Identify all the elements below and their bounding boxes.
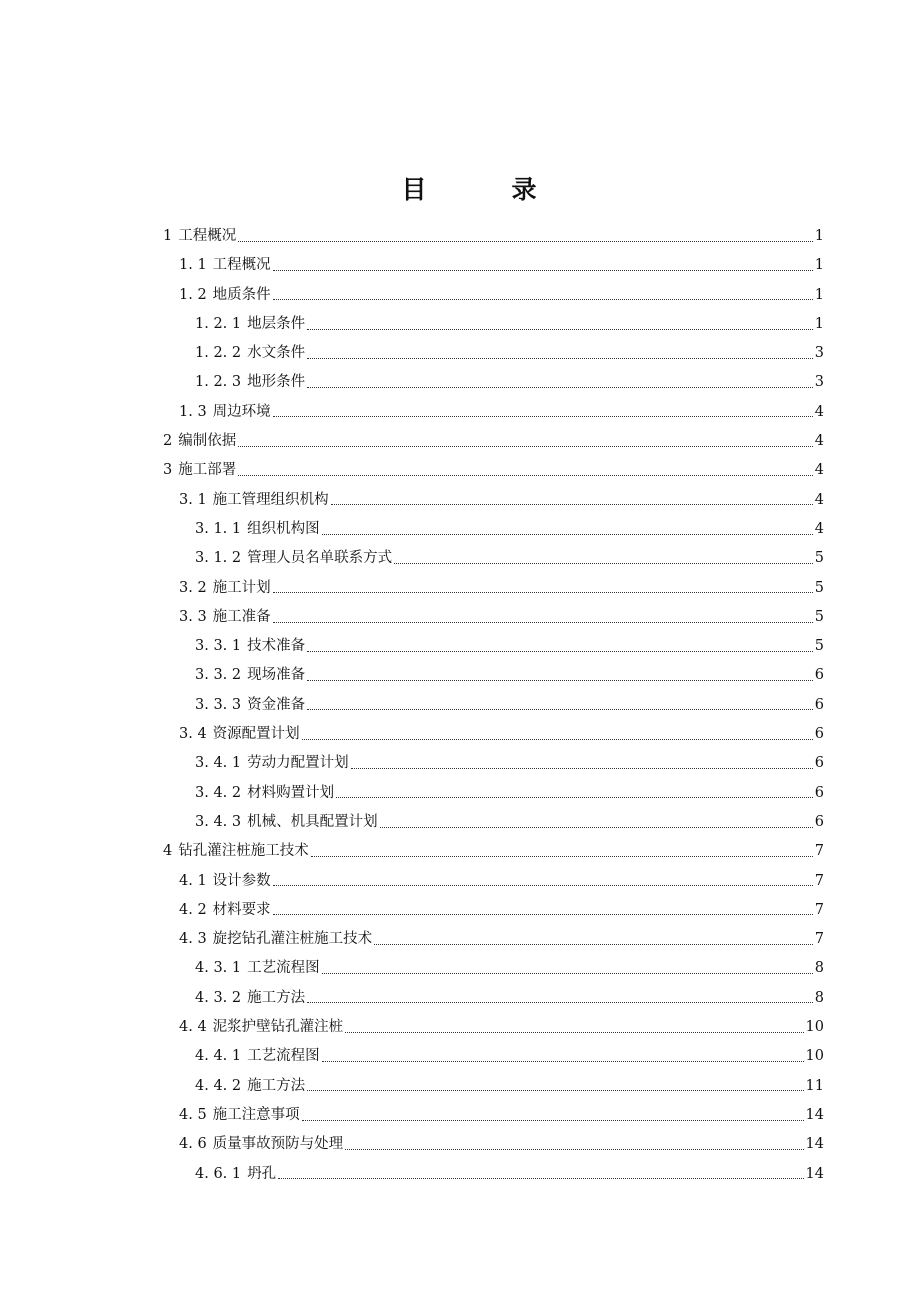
toc-dot-leader	[345, 1031, 803, 1033]
toc-entry-number: 3. 3	[179, 608, 207, 625]
toc-entry-number: 3. 3. 2	[195, 667, 242, 684]
toc-entry[interactable]	[0, 339, 920, 368]
toc-dot-leader	[307, 1001, 813, 1003]
toc-entry-page-number: 3	[814, 345, 824, 362]
toc-entry[interactable]	[0, 1072, 920, 1101]
toc-entry-number: 4. 2	[179, 901, 207, 918]
toc-entry-title: 旋挖钻孔灌注桩施工技术	[212, 931, 373, 948]
toc-dot-leader	[273, 884, 813, 886]
toc-dot-leader	[394, 562, 813, 564]
toc-entry-number: 1. 3	[179, 403, 207, 420]
toc-dot-leader	[273, 415, 813, 417]
toc-entry-title: 水文条件	[247, 345, 306, 362]
toc-entry-page-number: 1	[814, 286, 824, 303]
toc-entry-title: 施工方法	[247, 989, 306, 1006]
toc-entry[interactable]	[0, 632, 920, 661]
toc-entry-number: 4. 3	[179, 931, 207, 948]
toc-entry-page-number: 8	[814, 989, 824, 1006]
toc-entry-page-number: 14	[805, 1165, 824, 1182]
toc-entry-title: 施工部署	[178, 462, 237, 479]
toc-entry-page-number: 10	[805, 1019, 824, 1036]
toc-entry-number: 3. 2	[179, 579, 207, 596]
toc-entry-number: 4. 4. 2	[195, 1077, 242, 1094]
toc-entry-number: 3. 3. 3	[195, 696, 242, 713]
toc-entry-number: 3. 1. 1	[195, 520, 242, 537]
toc-dot-leader	[307, 650, 813, 652]
toc-entry-page-number: 6	[814, 755, 824, 772]
toc-entry-title: 泥浆护壁钻孔灌注桩	[212, 1019, 344, 1036]
toc-entry-page-number: 11	[805, 1077, 824, 1094]
toc-entry[interactable]	[0, 1160, 920, 1189]
toc-entry-number: 3. 1	[179, 491, 207, 508]
toc-dot-leader	[336, 796, 813, 798]
toc-entry-page-number: 6	[814, 784, 824, 801]
toc-entry[interactable]	[0, 984, 920, 1013]
toc-entry[interactable]	[0, 515, 920, 544]
toc-entry-title: 设计参数	[212, 872, 271, 889]
toc-entry-title: 施工计划	[212, 579, 271, 596]
toc-dot-leader	[374, 943, 813, 945]
toc-entry-title: 周边环境	[212, 403, 271, 420]
toc-entry-title: 质量事故预防与处理	[212, 1136, 344, 1153]
toc-entry[interactable]	[0, 867, 920, 896]
toc-entry-title: 资金准备	[247, 696, 306, 713]
toc-entry-title: 材料要求	[212, 901, 271, 918]
toc-entry-number: 4. 5	[179, 1106, 207, 1123]
toc-dot-leader	[311, 855, 813, 857]
toc-entry-page-number: 4	[814, 520, 824, 537]
toc-entry[interactable]	[0, 251, 920, 280]
toc-dot-leader	[322, 1060, 804, 1062]
toc-entry[interactable]	[0, 427, 920, 456]
toc-dot-leader	[307, 328, 813, 330]
toc-entry[interactable]	[0, 544, 920, 573]
toc-entry-number: 3	[163, 462, 173, 479]
toc-entry[interactable]	[0, 368, 920, 397]
toc-entry-page-number: 1	[814, 257, 824, 274]
toc-entry-title: 施工注意事项	[212, 1106, 300, 1123]
toc-dot-leader	[351, 767, 813, 769]
toc-dot-leader	[273, 591, 813, 593]
toc-entry[interactable]	[0, 691, 920, 720]
toc-entry-page-number: 6	[814, 726, 824, 743]
toc-entry-number: 3. 4. 3	[195, 813, 242, 830]
toc-entry-number: 4. 3. 2	[195, 989, 242, 1006]
toc-dot-leader	[278, 1177, 803, 1179]
toc-entry-page-number: 6	[814, 696, 824, 713]
toc-entry-title: 编制依据	[178, 433, 237, 450]
toc-entry-number: 1. 2. 2	[195, 345, 242, 362]
toc-entry-number: 4. 4	[179, 1019, 207, 1036]
toc-entry-number: 1	[163, 228, 173, 244]
toc-dot-leader	[322, 533, 813, 535]
toc-entry[interactable]	[0, 1013, 920, 1042]
toc-dot-leader	[307, 357, 813, 359]
toc-entry-title: 工程概况	[212, 257, 271, 274]
toc-entry-page-number: 4	[814, 403, 824, 420]
toc-entry-title: 劳动力配置计划	[247, 755, 349, 772]
toc-entry[interactable]	[0, 398, 920, 427]
toc-entry-title: 组织机构图	[247, 520, 320, 537]
toc-entry-number: 3. 1. 2	[195, 550, 242, 567]
toc-entry-number: 4. 6	[179, 1136, 207, 1153]
toc-entry-page-number: 8	[814, 960, 824, 977]
toc-entry[interactable]	[0, 954, 920, 983]
toc-entry-page-number: 4	[814, 433, 824, 450]
toc-entry-page-number: 14	[805, 1136, 824, 1153]
toc-entry[interactable]	[0, 456, 920, 485]
toc-entry[interactable]	[0, 661, 920, 690]
toc-title: 目 录	[401, 175, 567, 204]
toc-entry-title: 管理人员名单联系方式	[247, 550, 393, 567]
toc-entry-title: 机械、机具配置计划	[247, 813, 378, 830]
toc-entry-number: 4. 1	[179, 872, 207, 889]
toc-entry-number: 1. 2. 3	[195, 374, 242, 391]
toc-entry[interactable]	[0, 603, 920, 632]
toc-entry[interactable]	[0, 896, 920, 925]
toc-entry-page-number: 5	[814, 638, 824, 655]
toc-entry-page-number: 5	[814, 550, 824, 567]
toc-entry[interactable]	[0, 1101, 920, 1130]
toc-entry-title: 工艺流程图	[247, 1048, 320, 1065]
toc-entry[interactable]	[0, 222, 920, 251]
toc-dot-leader	[307, 386, 813, 388]
toc-dot-leader	[322, 972, 813, 974]
toc-dot-leader	[307, 708, 813, 710]
toc-entry-page-number: 4	[814, 491, 824, 508]
toc-dot-leader	[273, 298, 813, 300]
toc-entry-title: 施工准备	[212, 608, 271, 625]
toc-dot-leader	[238, 445, 813, 447]
toc-entry-page-number: 10	[805, 1048, 824, 1065]
toc-entry-number: 4. 3. 1	[195, 960, 242, 977]
toc-entry-page-number: 5	[814, 579, 824, 596]
toc-entry-number: 2	[163, 433, 173, 450]
toc-entry-title: 现场准备	[247, 667, 306, 684]
toc-dot-leader	[307, 1089, 803, 1091]
toc-entry-title: 施工管理组织机构	[212, 491, 329, 508]
toc-dot-leader	[273, 621, 813, 623]
toc-entry-title: 技术准备	[247, 638, 306, 655]
toc-entry-title: 施工方法	[247, 1077, 306, 1094]
toc-dot-leader	[331, 503, 813, 505]
toc-dot-leader	[302, 738, 813, 740]
toc-entry-title: 材料购置计划	[247, 784, 335, 801]
toc-entry-number: 3. 4	[179, 726, 207, 743]
toc-entry-title: 钻孔灌注桩施工技术	[178, 843, 309, 860]
toc-entry-number: 1. 1	[179, 257, 207, 274]
toc-entry-number: 1. 2. 1	[195, 315, 242, 332]
toc-entry-number: 3. 4. 1	[195, 755, 242, 772]
toc-entry[interactable]	[0, 1042, 920, 1071]
toc-entry-page-number: 5	[814, 608, 824, 625]
toc-entry[interactable]	[0, 808, 920, 837]
toc-list	[0, 222, 920, 1189]
toc-dot-leader	[307, 679, 813, 681]
toc-entry-number: 4	[163, 843, 173, 860]
toc-entry[interactable]	[0, 720, 920, 749]
toc-entry[interactable]	[0, 310, 920, 339]
toc-entry-number: 4. 6. 1	[195, 1165, 242, 1182]
toc-entry-page-number: 4	[814, 462, 824, 479]
toc-entry-page-number: 6	[814, 813, 824, 830]
toc-entry-number: 1. 2	[179, 286, 207, 303]
toc-entry-title: 地质条件	[212, 286, 271, 303]
toc-entry-page-number: 7	[814, 931, 824, 948]
toc-entry[interactable]	[0, 281, 920, 310]
toc-entry-title: 地层条件	[247, 315, 306, 332]
toc-entry-page-number: 14	[805, 1106, 824, 1123]
toc-entry[interactable]	[0, 925, 920, 954]
toc-entry-page-number: 7	[814, 901, 824, 918]
toc-entry[interactable]	[0, 837, 920, 866]
toc-entry-page-number: 1	[814, 315, 824, 332]
toc-dot-leader	[380, 826, 813, 828]
toc-entry-title: 工艺流程图	[247, 960, 320, 977]
toc-entry-number: 4. 4. 1	[195, 1048, 242, 1065]
toc-entry[interactable]	[0, 749, 920, 778]
toc-dot-leader	[302, 1119, 804, 1121]
toc-dot-leader	[273, 269, 813, 271]
toc-entry-page-number: 1	[814, 228, 824, 244]
toc-entry[interactable]	[0, 574, 920, 603]
toc-entry[interactable]	[0, 1130, 920, 1159]
toc-dot-leader	[238, 474, 813, 476]
toc-entry-page-number: 7	[814, 872, 824, 889]
toc-entry-page-number: 7	[814, 843, 824, 860]
toc-dot-leader	[345, 1148, 803, 1150]
toc-dot-leader	[238, 240, 813, 242]
toc-entry[interactable]	[0, 779, 920, 808]
toc-entry-title: 地形条件	[247, 374, 306, 391]
toc-entry-page-number: 6	[814, 667, 824, 684]
toc-entry-title: 资源配置计划	[212, 726, 300, 743]
toc-entry-title: 工程概况	[178, 228, 237, 244]
toc-dot-leader	[273, 913, 813, 915]
toc-entry-number: 3. 3. 1	[195, 638, 242, 655]
toc-entry[interactable]	[0, 486, 920, 515]
toc-entry-number: 3. 4. 2	[195, 784, 242, 801]
toc-entry-title: 坍孔	[247, 1165, 277, 1182]
toc-entry-page-number: 3	[814, 374, 824, 391]
